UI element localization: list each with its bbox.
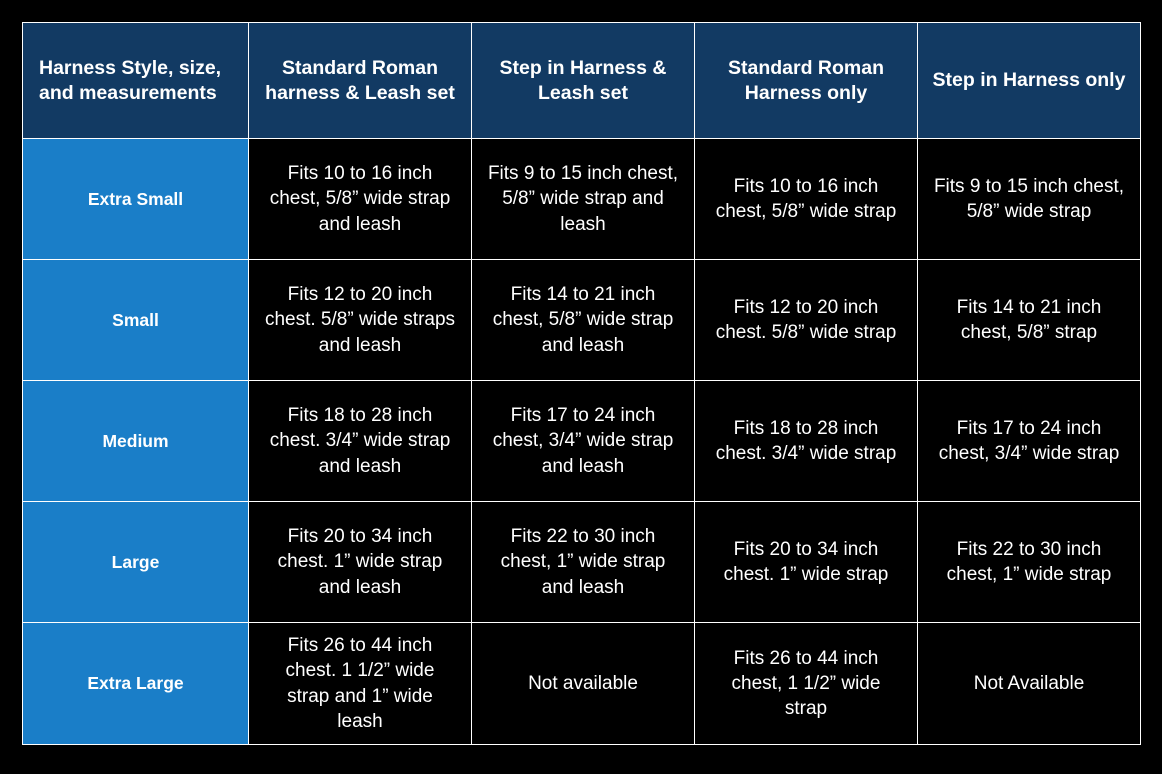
cell-l-stepin-only: Fits 22 to 30 inch chest, 1” wide strap xyxy=(918,502,1141,623)
column-header-roman-leash-set: Standard Roman harness & Leash set xyxy=(249,23,472,139)
row-label-large: Large xyxy=(23,502,249,623)
cell-xl-stepin-only: Not Available xyxy=(918,623,1141,745)
table-body xyxy=(23,139,1141,745)
cell-m-roman-only: Fits 18 to 28 inch chest. 3/4” wide strap xyxy=(695,381,918,502)
column-header-stepin-leash-set: Step in Harness & Leash set xyxy=(472,23,695,139)
cell-s-stepin-only: Fits 14 to 21 inch chest, 5/8” strap xyxy=(918,260,1141,381)
cell-m-stepin-only: Fits 17 to 24 inch chest, 3/4” wide strap xyxy=(918,381,1141,502)
cell-m-roman-leash-set: Fits 18 to 28 inch chest. 3/4” wide strap and leash xyxy=(249,381,472,502)
cell-l-roman-leash-set: Fits 20 to 34 inch chest. 1” wide strap and leash xyxy=(249,502,472,623)
cell-xs-roman-leash-set: Fits 10 to 16 inch chest, 5/8” wide strap and leash xyxy=(249,139,472,260)
cell-xs-stepin-only: Fits 9 to 15 inch chest, 5/8” wide strap xyxy=(918,139,1141,260)
table-row xyxy=(23,381,1141,502)
cell-s-roman-only: Fits 12 to 20 inch chest. 5/8” wide strap xyxy=(695,260,918,381)
cell-m-stepin-leash-set: Fits 17 to 24 inch chest, 3/4” wide strap and leash xyxy=(472,381,695,502)
table-row xyxy=(23,260,1141,381)
cell-xl-roman-only: Fits 26 to 44 inch chest, 1 1/2” wide strap xyxy=(695,623,918,745)
column-header-roman-only: Standard Roman Harness only xyxy=(695,23,918,139)
column-header-stepin-only: Step in Harness only xyxy=(918,23,1141,139)
row-label-medium: Medium xyxy=(23,381,249,502)
cell-xs-stepin-leash-set: Fits 9 to 15 inch chest, 5/8” wide strap and leash xyxy=(472,139,695,260)
harness-size-table xyxy=(22,22,1141,745)
cell-l-stepin-leash-set: Fits 22 to 30 inch chest, 1” wide strap and leash xyxy=(472,502,695,623)
table-header xyxy=(23,23,1141,139)
row-label-extra-large: Extra Large xyxy=(23,623,249,745)
cell-l-roman-only: Fits 20 to 34 inch chest. 1” wide strap xyxy=(695,502,918,623)
column-header-style: Harness Style, size, and measurements xyxy=(23,23,249,139)
cell-s-roman-leash-set: Fits 12 to 20 inch chest. 5/8” wide straps and leash xyxy=(249,260,472,381)
table-row xyxy=(23,623,1141,745)
header-row xyxy=(23,23,1141,139)
row-label-small: Small xyxy=(23,260,249,381)
row-label-extra-small: Extra Small xyxy=(23,139,249,260)
table-row xyxy=(23,502,1141,623)
cell-xl-roman-leash-set: Fits 26 to 44 inch chest. 1 1/2” wide strap and 1” wide leash xyxy=(249,623,472,745)
cell-s-stepin-leash-set: Fits 14 to 21 inch chest, 5/8” wide strap and leash xyxy=(472,260,695,381)
cell-xs-roman-only: Fits 10 to 16 inch chest, 5/8” wide strap xyxy=(695,139,918,260)
cell-xl-stepin-leash-set: Not available xyxy=(472,623,695,745)
table-row xyxy=(23,139,1141,260)
